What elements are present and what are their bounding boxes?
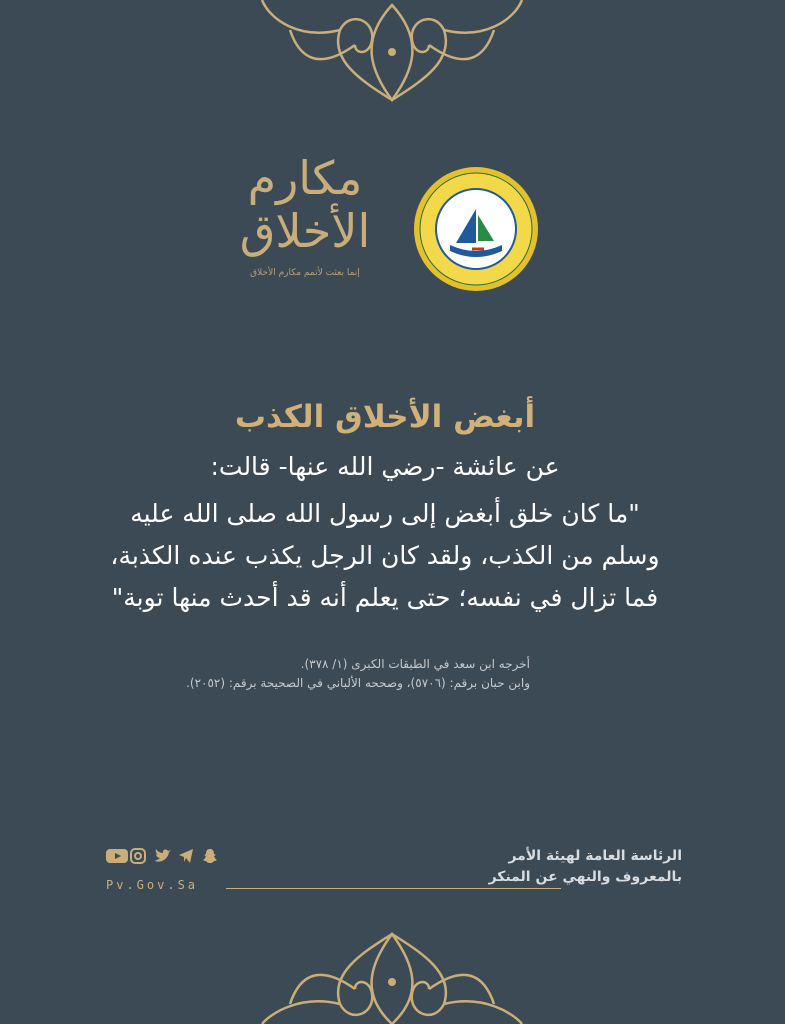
snapchat-icon[interactable] (202, 848, 220, 864)
bottom-ornament (0, 924, 785, 1024)
org-line-1: الرئاسة العامة لهيئة الأمر (508, 848, 682, 864)
page-title: أبغض الأخلاق الكذب (234, 399, 536, 435)
youtube-icon[interactable] (106, 848, 124, 864)
telegram-icon[interactable] (178, 848, 196, 864)
logo-line1: مكارم (247, 151, 363, 205)
twitter-icon[interactable] (154, 848, 172, 864)
narrator-line: عن عائشة -رضي الله عنها- قالت: (210, 452, 560, 481)
references (120, 655, 530, 693)
commission-seal-logo (412, 165, 540, 293)
instagram-icon[interactable] (130, 848, 148, 864)
footer-divider (226, 888, 561, 889)
logo-tagline: إنما بعثت لأتمم مكارم الأخلاق (250, 268, 360, 278)
logo-line2: الأخلاق (239, 204, 371, 258)
org-name (470, 846, 682, 888)
hadith-line-2: وسلم من الكذب، ولقد كان الرجل يكذب عنده الكذبة، (110, 541, 660, 570)
makarem-logo (215, 150, 395, 290)
hadith-line-3: فما تزال في نفسه؛ حتى يعلم أنه قد أحدث منها توبة" (111, 583, 659, 612)
footer-social (106, 848, 466, 898)
hadith-line-1: "ما كان خلق أبغض إلى رسول الله صلى الله عليه (130, 499, 640, 528)
top-ornament (0, 0, 785, 110)
reference-line-1: أخرجه ابن سعد في الطبقات الكبرى (١/ ٣٧٨). (300, 657, 530, 671)
website-link[interactable]: Pv.Gov.Sa (106, 878, 199, 892)
main-content (60, 395, 710, 619)
reference-line-2: وابن حبان برقم: (٥٧٠٦)، وصححه الألباني في الصحيحة برقم: (٢٠٥٢). (186, 676, 530, 690)
org-line-2: بالمعروف والنهي عن المنكر (488, 869, 682, 885)
